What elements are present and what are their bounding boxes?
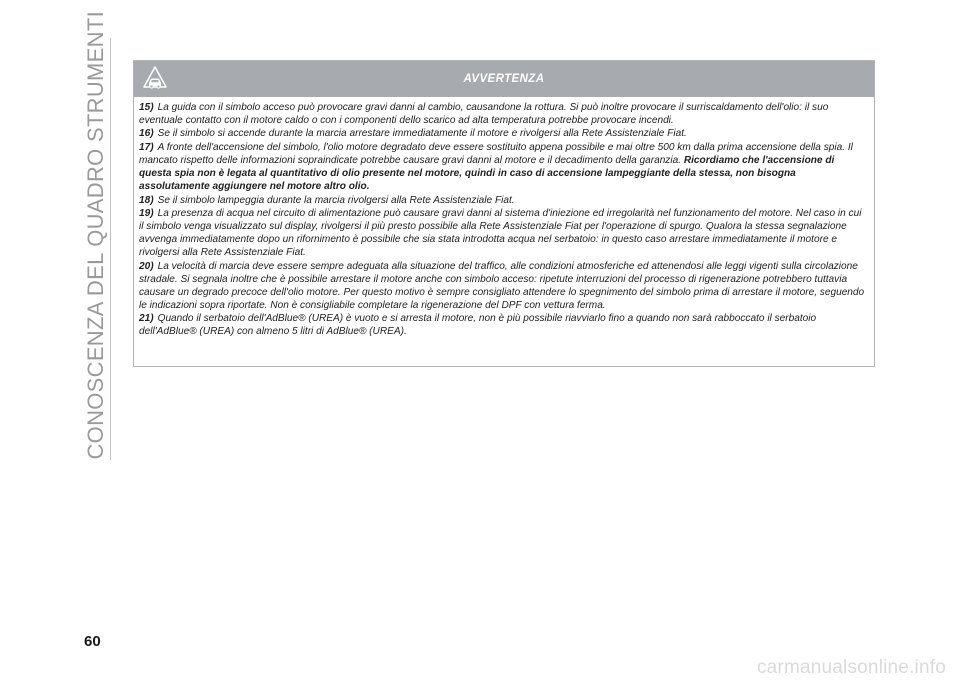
note-text: Se il simbolo si accende durante la marcia arrestare immediatamente il motore e rivolgersi alla Rete Assistenziale Fiat. xyxy=(157,128,687,140)
warning-note-19 xyxy=(139,207,868,259)
note-number: 19) xyxy=(139,207,154,219)
note-text: La guida con il simbolo acceso può provocare gravi danni al cambio, causandone la rottura. Si può inoltre provocare il surriscaldamento dell'olio: il suo eventuale contatto con il motore caldo o con i componenti dello scarico ad alta temperatura potrebbe provocare incendi. xyxy=(139,102,829,127)
car-hazard-icon xyxy=(140,64,170,94)
note-text: La presenza di acqua nel circuito di alimentazione può causare gravi danni al sistema d'iniezione ed irregolarità nel funzionamento del motore. Nel caso in cui il simbolo venga visualizzato sul display, rivolgersi il più presto possibile alla Rete Assistenziale Fiat per l'operazione di spurgo. Qualora la stessa segnalazione avvenga immediatamente dopo un rifornimento è possibile che sia stata introdotta acqua nel serbatoio: in questo caso arrestare immediatamente il motore e rivolgersi alla Rete Assistenziale Fiat. xyxy=(139,207,862,259)
note-text: A fronte dell'accensione del simbolo, l'olio motore degradato deve essere sostituito appena possibile e mai oltre 500 km dalla prima accensione della spia. Il mancato rispetto delle informazioni sopraindicate potrebbe causare gravi danni al motore e il decadimento della garanzia. xyxy=(139,141,853,166)
note-number: 20) xyxy=(139,260,154,272)
warning-note-17 xyxy=(139,141,868,193)
warning-notes xyxy=(134,97,874,338)
note-emphasis: Ricordiamo che l'accensione di questa spia non è legata al quantitativo di olio presente nel motore, quindi in caso di accensione lampeggiante della stessa, non bisogna assolutamente aggiungere nel motore altro olio. xyxy=(139,154,835,193)
warning-box xyxy=(133,60,875,367)
warning-note-20 xyxy=(139,260,868,312)
warning-title: AVVERTENZA xyxy=(463,73,545,85)
warning-note-16 xyxy=(139,127,868,140)
note-number: 17) xyxy=(139,141,154,153)
note-text: La velocità di marcia deve essere sempre adeguata alla situazione del traffico, alle condizioni atmosferiche ed attenendosi alle leggi vigenti sulla circolazione stradale. Si segnala inoltre che è possibile arrestare il motore anche con simbolo acceso: ripetute interruzioni del processo di rigenerazione potrebbero tuttavia causare un degrado precoce dell'olio motore. Per questo motivo è sempre consigliato attendere lo spegnimento del simbolo prima di arrestare il motore, seguendo le indicazioni sopra riportate. Non è consigliabile completare la rigenerazione del DPF con vettura ferma. xyxy=(139,260,865,311)
note-number: 21) xyxy=(139,313,154,325)
warning-note-15 xyxy=(139,101,868,127)
section-title-vertical xyxy=(82,11,110,460)
note-text: Se il simbolo lampeggia durante la marcia rivolgersi alla Rete Assistenziale Fiat. xyxy=(157,194,515,206)
warning-header xyxy=(134,61,874,97)
section-title-text: CONOSCENZA DEL QUADRO STRUMENTI xyxy=(83,11,108,460)
watermark: carmanualsonline.info xyxy=(756,657,946,678)
note-number: 18) xyxy=(139,194,154,206)
note-number: 15) xyxy=(139,102,154,113)
warning-note-21 xyxy=(139,312,868,338)
note-number: 16) xyxy=(139,128,154,140)
warning-note-18 xyxy=(139,194,868,207)
section-divider xyxy=(110,38,111,460)
note-text: Quando il serbatoio dell'AdBlue® (UREA) è vuoto e si arresta il motore, non è più possibile riavviarlo fino a quando non sarà rabboccato il serbatoio dell'AdBlue® (UREA) con almeno 5 litri di AdBlue® (UREA). xyxy=(139,313,817,338)
page-number: 60 xyxy=(84,633,101,650)
